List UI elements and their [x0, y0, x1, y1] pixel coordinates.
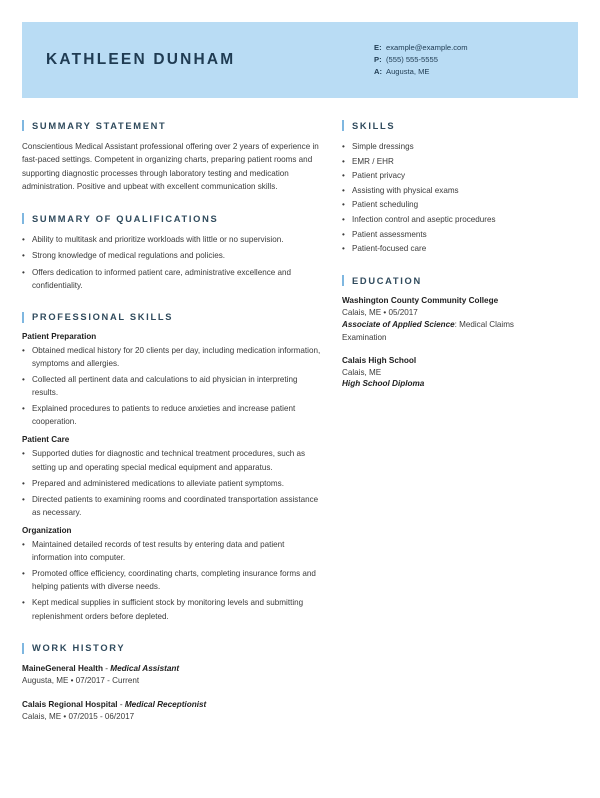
job-employer: Calais Regional Hospital — [22, 699, 118, 709]
work-history-title: WORK HISTORY — [32, 643, 126, 654]
resume-header — [22, 22, 578, 98]
skill-group-list — [22, 447, 322, 519]
list-item: • Strong knowledge of medical regulations and policies. — [22, 249, 322, 262]
section-work-history — [22, 643, 322, 724]
summary-qualifications-title: SUMMARY OF QUALIFICATIONS — [32, 213, 219, 224]
summary-statement-title: SUMMARY STATEMENT — [32, 120, 167, 131]
list-item: • Kept medical supplies in sufficient stock by monitoring levels and submitting replenishment orders before depleted. — [22, 596, 322, 622]
resume-body — [0, 98, 600, 744]
list-item: • Assisting with physical exams — [342, 184, 558, 197]
list-item: • Patient scheduling — [342, 198, 558, 211]
skill-group-list — [22, 538, 322, 623]
contact-address-value: Augusta, ME — [386, 67, 430, 77]
job-role: Medical Receptionist — [124, 699, 207, 709]
job-heading — [22, 663, 322, 675]
professional-skills-title: PROFESSIONAL SKILLS — [32, 312, 174, 323]
skill-group-heading: Patient Preparation — [22, 331, 97, 341]
list-item: • Supported duties for diagnostic and technical treatment procedures, such as setting up and operating special medical equipment and apparatus. — [22, 447, 322, 473]
education-school: Calais High School — [342, 355, 417, 365]
section-professional-skills — [22, 312, 322, 623]
professional-skills-title-row — [22, 312, 322, 323]
section-education — [342, 275, 558, 387]
work-history-title-row — [22, 643, 322, 654]
job-separator: - — [117, 699, 125, 709]
education-location: Calais, ME — [342, 367, 382, 377]
skill-group-heading: Organization — [22, 526, 72, 536]
contact-email-value: example@example.com — [386, 42, 468, 52]
list-item: • Patient assessments — [342, 228, 558, 241]
job-heading — [22, 699, 322, 711]
section-summary-statement — [22, 120, 322, 193]
list-item: • Directed patients to examining rooms and coordinated transportation assistance as necessary. — [22, 493, 322, 519]
list-item: • Ability to multitask and prioritize workloads with little or no supervision. — [22, 233, 322, 246]
job-role: Medical Assistant — [110, 663, 180, 673]
list-item: • Maintained detailed records of test results by entering data and patient information into computer. — [22, 538, 322, 564]
resume-page — [0, 22, 600, 798]
contact-phone — [374, 54, 554, 66]
education-entry — [342, 295, 558, 343]
list-item: • Patient privacy — [342, 169, 558, 182]
skill-group-list — [22, 344, 322, 429]
section-bar-icon — [342, 120, 344, 131]
list-item: • Simple dressings — [342, 140, 558, 153]
contact-phone-value: (555) 555-5555 — [386, 54, 438, 64]
list-item: • Collected all pertinent data and calculations to aid physician in interpreting results. — [22, 373, 322, 399]
section-bar-icon — [22, 312, 24, 323]
education-location: Calais, ME • 05/2017 — [342, 308, 418, 318]
education-school: Washington County Community College — [342, 296, 499, 306]
contact-phone-key: P: — [374, 54, 382, 64]
job-meta: Augusta, ME • 07/2017 - Current — [22, 675, 140, 685]
education-degree-name: Associate of Applied Science — [342, 320, 455, 330]
job-meta: Calais, ME • 07/2015 - 06/2017 — [22, 712, 135, 722]
education-degree — [342, 319, 558, 343]
list-item: • Offers dedication to informed patient care, administrative excellence and confidentiality. — [22, 266, 322, 292]
summary-qualifications-list — [22, 233, 322, 291]
right-column — [342, 120, 558, 744]
skills-list — [342, 140, 558, 255]
section-bar-icon — [22, 643, 24, 654]
job-separator: - — [103, 663, 111, 673]
skills-title-row — [342, 120, 558, 131]
list-item: • Promoted office efficiency, coordinating charts, completing insurance forms and helping patients with diverse needs. — [22, 567, 322, 593]
summary-statement-text: Conscientious Medical Assistant professional offering over 2 years of experience in fast-paced settings. Competent in organizing charts, preparing patient rooms and supporting diagnostic processes through laboratory testing and medication administration. Positive and upbeat with excellent communication skills. — [22, 142, 319, 192]
list-item: • Patient-focused care — [342, 242, 558, 255]
summary-qualifications-title-row — [22, 213, 322, 224]
section-bar-icon — [22, 213, 24, 224]
job-entry — [22, 663, 322, 688]
contact-block — [374, 42, 554, 79]
section-summary-qualifications — [22, 213, 322, 291]
education-degree-detail: : Medical Claims Examination — [342, 320, 514, 342]
education-diploma: High School Diploma — [342, 378, 425, 388]
list-item: • EMR / EHR — [342, 155, 558, 168]
contact-address — [374, 66, 554, 78]
summary-statement-title-row — [22, 120, 322, 131]
section-bar-icon — [22, 120, 24, 131]
job-employer: MaineGeneral Health — [22, 663, 103, 673]
section-skills — [342, 120, 558, 255]
education-entry — [342, 355, 558, 388]
education-title: EDUCATION — [352, 275, 422, 286]
job-entry — [22, 699, 322, 724]
section-bar-icon — [342, 275, 344, 286]
skill-group-heading: Patient Care — [22, 435, 70, 445]
list-item: • Obtained medical history for 20 clients per day, including medication information, symptoms and allergies. — [22, 344, 322, 370]
contact-email — [374, 42, 554, 54]
contact-address-key: A: — [374, 67, 383, 77]
left-column — [22, 120, 342, 744]
skills-title: SKILLS — [352, 120, 396, 131]
candidate-name: KATHLEEN DUNHAM — [46, 51, 236, 68]
list-item: • Explained procedures to patients to reduce anxieties and increase patient cooperation. — [22, 402, 322, 428]
education-title-row — [342, 275, 558, 286]
list-item: • Infection control and aseptic procedures — [342, 213, 558, 226]
contact-email-key: E: — [374, 42, 382, 52]
list-item: • Prepared and administered medications to alleviate patient symptoms. — [22, 477, 322, 490]
